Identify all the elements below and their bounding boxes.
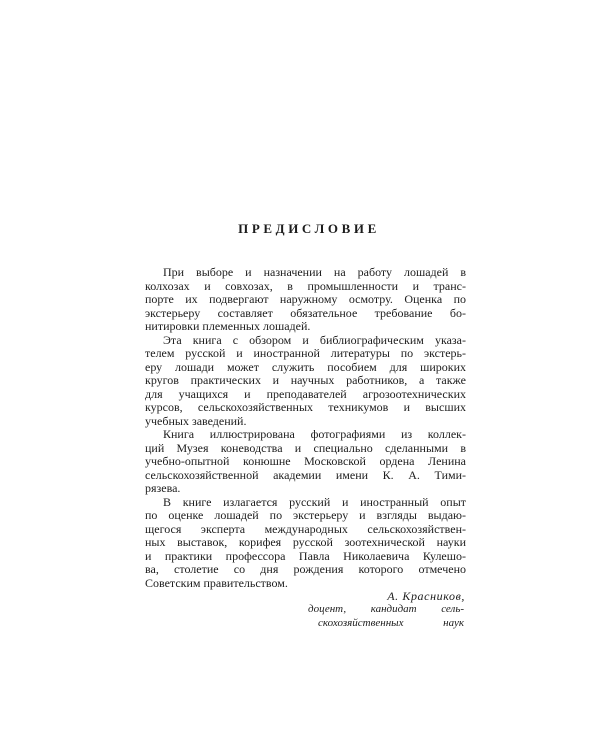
author-signature: А. Красников, xyxy=(387,589,465,603)
paragraph-1 xyxy=(145,266,466,334)
text-line: и практики профессора Павла Николаевича Кулешо- xyxy=(145,548,466,563)
credentials-line: доцент, кандидат сель- xyxy=(308,603,464,615)
text-line: Книга иллюстрирована фотографиями из коллек- xyxy=(163,427,466,441)
text-line: сельскохозяйственной академии имени К. А. Тими- xyxy=(145,467,466,482)
text-line: нитировки племенных лошадей. xyxy=(145,319,311,333)
text-line: по оценке лошадей по экстерьеру и взгляды выдаю- xyxy=(145,508,466,522)
text-line: порте их подвергают наружному осмотру. Оценка по xyxy=(145,292,466,306)
text-line: телем русской и иностранной литературы по экстерь- xyxy=(145,346,466,360)
preface-text xyxy=(145,266,466,590)
paragraph-4 xyxy=(145,496,466,591)
text-line: учебно-опытной конюшне Московской ордена Ленина xyxy=(145,454,466,468)
page-title: ПРЕДИСЛОВИЕ xyxy=(238,221,380,236)
text-line: учебных заведений. xyxy=(145,413,247,428)
text-line: При выборе и назначении на работу лошадей в xyxy=(163,265,466,279)
text-line: ций Музея коневодства и специально сделанными в xyxy=(145,440,466,455)
text-line: В книге излагается русский и иностранный опыт xyxy=(163,494,466,509)
text-line: рязева. xyxy=(145,481,181,495)
text-line: щегося эксперта международных сельскохозяйствен- xyxy=(145,521,466,536)
text-line: ных выставок, корифея русской зоотехнической науки xyxy=(145,535,466,549)
text-line: кругов практических и научных работников, а также xyxy=(145,373,466,387)
text-line: ва, столетие со дня рождения которого отмечено xyxy=(145,562,466,576)
text-line: курсов, сельскохозяйственных техникумов и высших xyxy=(145,400,466,414)
paragraph-2 xyxy=(145,334,466,429)
author-credentials xyxy=(308,603,464,630)
paragraph-3 xyxy=(145,428,466,496)
text-line: еру лошади может служить пособием для широких xyxy=(145,359,466,374)
text-line: колхозах и совхозах, в промышленности и транс- xyxy=(145,278,466,293)
text-line: Эта книга с обзором и библиографическим указа- xyxy=(163,332,466,347)
text-line: экстерьеру составляет обязательное требование бо- xyxy=(145,305,466,320)
credentials-line: скохозяйственных наук xyxy=(318,616,464,629)
text-line: для учащихся и преподавателей агрозоотехнических xyxy=(145,386,466,401)
text-line: Советским правительством. xyxy=(145,575,288,590)
